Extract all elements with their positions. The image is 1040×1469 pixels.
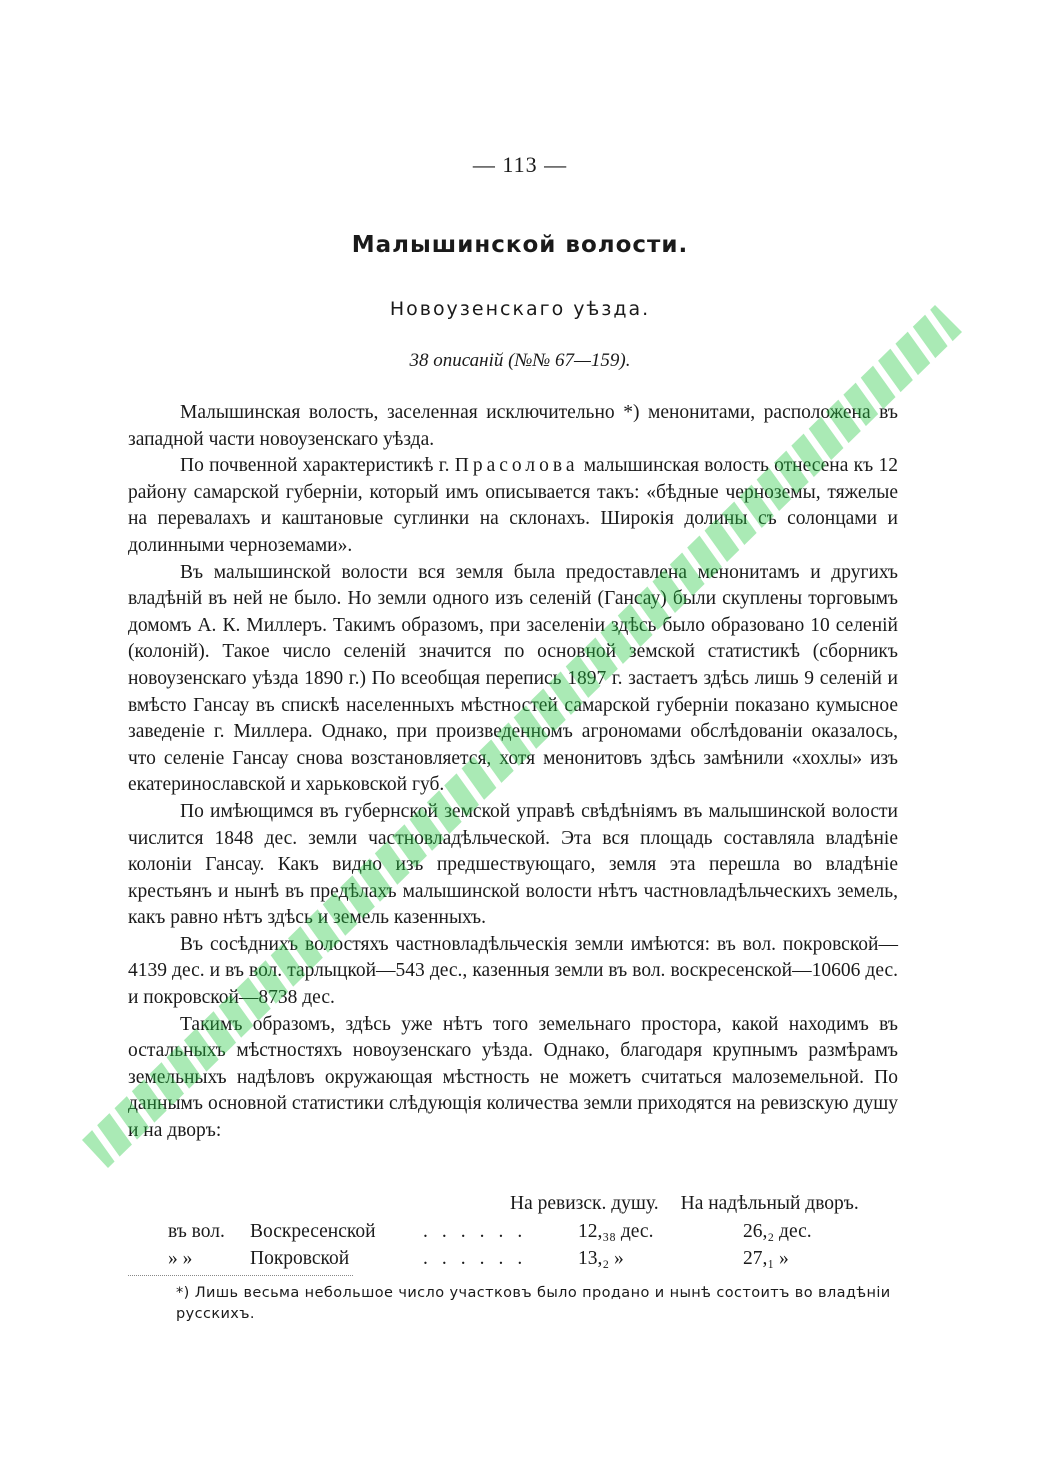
footnote: *) Лишь весьма небольшое число участковъ было продано и нынѣ состоитъ во владѣніи русскихъ. [176, 1285, 891, 1322]
table-row [168, 1248, 888, 1274]
paragraph-4: По имѣющимся въ губернской земской управѣ свѣдѣніямъ въ малышинской волости числится 1848 дес. земли частновладѣльческой. Эта вся площадь составляла владѣніе колоніи Гансау. Какъ видно изъ предшествующаго, земля эта перешла во владѣніе крестьянъ и нынѣ въ предѣлахъ малышинской волости нѣтъ частновладѣльческихъ земель, какъ равно нѣтъ здѣсь и земель казенныхъ. [128, 800, 898, 929]
author-name: Прасолова [454, 455, 579, 477]
row-name: Покровской [250, 1248, 350, 1269]
footnote-separator [128, 1275, 353, 1276]
row-name: Воскресенской [250, 1221, 376, 1242]
stats-header [510, 1193, 859, 1215]
header-per-soul: На ревизск. душу. [510, 1193, 659, 1214]
descriptions-count: 38 описаній (№№ 67—159). [409, 350, 631, 371]
row-per-yard: 27,₁ » [743, 1248, 789, 1269]
row-leader-dots: ...... [423, 1248, 537, 1269]
page-number: — 113 — [472, 152, 568, 177]
paragraph-2: По почвенной характеристикѣ г. Прасолова малышинская волость отнесена къ 12 району самарской губерніи, который имъ описывается такъ: «бѣдные черноземы, тяжелые на перевалахъ и каштановые суглинки на склонахъ. Широкія долины съ солонцами и долинными черноземами». [128, 455, 898, 556]
row-per-soul: 12,₃₈ дес. [578, 1221, 654, 1242]
paragraph-1: Малышинская волость, заселенная исключительно *) менонитами, расположена въ западной части новоузенскаго уѣзда. [128, 402, 898, 450]
row-per-soul: 13,₂ » [578, 1248, 624, 1269]
paragraph-5: Въ сосѣднихъ волостяхъ частновладѣльческія земли имѣются: въ вол. покровской—4139 дес. и въ вол. тарлыцкой—543 дес., казенныя земли въ вол. воскресенской—10606 дес. и покровской—8738 дес. [128, 933, 898, 1009]
header-per-yard: На надѣльный дворъ. [680, 1193, 859, 1214]
row-prefix: въ вол. [168, 1221, 225, 1242]
body-text [128, 400, 898, 1145]
paragraph-6: Такимъ образомъ, здѣсь уже нѣтъ того земельнаго простора, какой находимъ въ остальныхъ мѣстностяхъ новоузенскаго уѣзда. Однако, благодаря крупнымъ размѣрамъ земельныхъ надѣловъ окружающая мѣстность не можетъ считаться малоземельной. По даннымъ основной статистики слѣдующія количества земли приходятся на ревизскую душу и на дворъ: [128, 1013, 898, 1142]
row-leader-dots: ...... [423, 1221, 537, 1242]
section-subheading: Новоузенскаго уѣзда. [389, 298, 651, 320]
section-heading: Малышинской волости. [351, 232, 689, 258]
row-per-yard: 26,₂ дес. [743, 1221, 812, 1242]
paragraph-3: Въ малышинской волости вся земля была предоставлена менонитамъ и другихъ владѣній въ ней не было. Но земли одного изъ селеній (Гансау) были скуплены торговымъ домомъ А. К. Миллеръ. Такимъ образомъ, при заселеніи здѣсь было образовано 10 селеній (колоній). Такое число селеній значится по основной земской статистикѣ (сборникъ новоузенскаго уѣзда 1890 г.) По всеобщая перепись 1897 г. застаетъ здѣсь лишь 9 селеній и вмѣсто Гансау въ спискѣ населенныхъ мѣстностей самарской губерніи показано кумысное заведеніе г. Миллера. Однако, при произведенномъ агрономами обслѣдованіи оказалось, что селеніе Гансау снова возстановляется, хотя менонитовъ здѣсь замѣнили «хохлы» изъ екатеринославской и харьковской губ. [128, 561, 898, 796]
table-row [168, 1221, 888, 1247]
row-prefix: » » [168, 1248, 193, 1269]
